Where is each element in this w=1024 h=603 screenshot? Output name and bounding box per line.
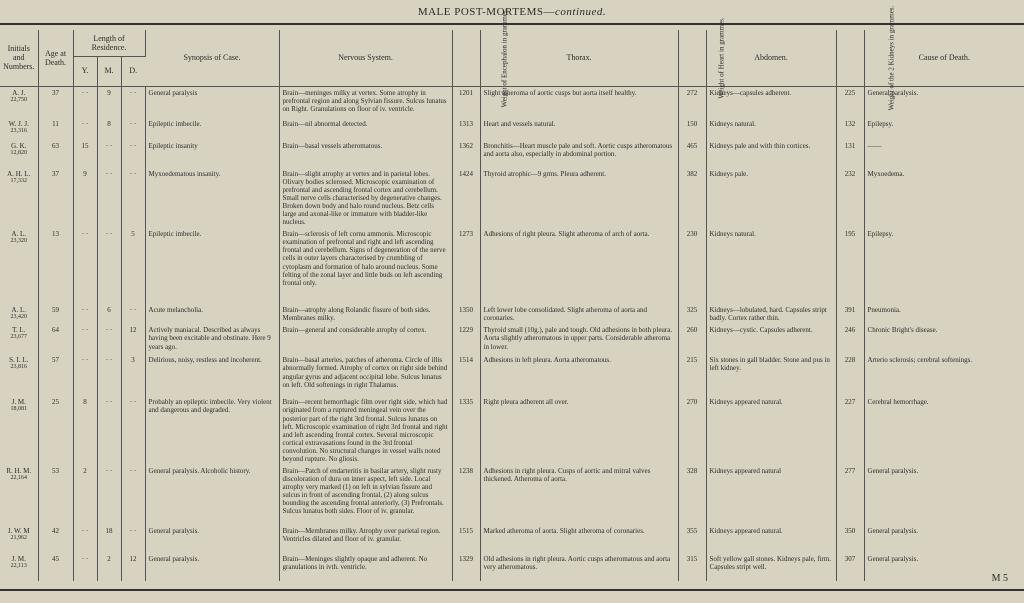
cell-age: 37 <box>38 168 73 228</box>
cell-heart: 382 <box>678 168 706 228</box>
cell-m: · · <box>97 465 121 525</box>
patient-initials: T. L. <box>12 326 26 335</box>
patient-initials: S. I. L. <box>9 356 29 365</box>
cell-synopsis: General paralysis. <box>145 553 279 581</box>
cell-y: · · <box>73 354 97 396</box>
patient-initials: A. L. <box>11 230 27 239</box>
table-body <box>0 86 1024 581</box>
cell-cause: Myxoedema. <box>867 170 905 178</box>
header-weight-heart: Weight of Heart in grammes. <box>678 30 706 86</box>
header-weight-kidneys: Weight of the 2 Kidneys in grammes. <box>836 30 864 86</box>
table-row <box>0 553 1024 581</box>
cell-age: 13 <box>38 228 73 304</box>
cell-m: · · <box>97 140 121 168</box>
cell-y: · · <box>73 553 97 581</box>
cell-age: 11 <box>38 118 73 140</box>
cell-heart: 260 <box>678 324 706 354</box>
cell-synopsis: Epileptic imbecile. <box>145 228 279 304</box>
cell-y: · · <box>73 228 97 304</box>
cell-heart: 328 <box>678 465 706 525</box>
cell-synopsis: General paralysis <box>145 86 279 118</box>
heading-italic: continued. <box>555 6 607 18</box>
cell-abdomen: Six stones in gall bladder. Stone and pus in left kidney. <box>706 354 836 396</box>
header-abdomen: Abdomen. <box>706 30 836 86</box>
cell-synopsis: Myxoedematous insanity. <box>145 168 279 228</box>
cell-kid: 228 <box>836 354 864 396</box>
bottom-rule <box>0 589 1024 591</box>
cell-nervous: Brain—basal vessels atheromatous. <box>279 140 452 168</box>
table-row <box>0 118 1024 140</box>
patient-number: 23,320 <box>10 238 27 245</box>
patient-initials: A. L. <box>11 306 27 315</box>
cell-initials <box>0 118 38 140</box>
cell-y: · · <box>73 324 97 354</box>
patient-initials: G. K. <box>11 142 27 150</box>
cell-kid: 132 <box>836 118 864 140</box>
cell-heart: 325 <box>678 304 706 324</box>
cell-heart: 215 <box>678 354 706 396</box>
cell-thorax: Left lower lobe consolidated. Slight atheroma of aorta and coronaries. <box>480 304 678 324</box>
cell-d: · · <box>121 118 145 140</box>
header-weight-encephalon: Weight of Encephalon in grammes. <box>452 30 480 86</box>
cell-thorax: Heart and vessels natural. <box>480 118 678 140</box>
cell-initials <box>0 396 38 464</box>
cell-m: · · <box>97 324 121 354</box>
table-row <box>0 304 1024 324</box>
cell-m: · · <box>97 168 121 228</box>
cell-thorax: Adhesions in left pleura. Aorta atheromatous. <box>480 354 678 396</box>
cell-nervous: Brain—Membranes milky. Atrophy over parietal region. Ventricles dilated and floor of iv. granular. <box>279 525 452 553</box>
cell-d: · · <box>121 465 145 525</box>
cell-age: 53 <box>38 465 73 525</box>
cell-y: · · <box>73 118 97 140</box>
cell-d: 12 <box>121 553 145 581</box>
patient-number: 21,962 <box>10 534 27 541</box>
cell-d: · · <box>121 304 145 324</box>
patient-number: 23,677 <box>10 334 27 341</box>
cell-enc: 1335 <box>452 396 480 464</box>
cell-cause: Epilepsy. <box>867 230 894 239</box>
cell-kid: 277 <box>836 465 864 525</box>
cell-y: 2 <box>73 465 97 525</box>
cell-enc: 1424 <box>452 168 480 228</box>
cell-cause: Pneumonia. <box>867 306 901 315</box>
cell-enc: 1329 <box>452 553 480 581</box>
cell-cause: Cerebral hemorrhage. <box>867 398 929 407</box>
cell-initials <box>0 354 38 396</box>
header-cause: Cause of Death. <box>864 30 1024 86</box>
cell-m: · · <box>97 396 121 464</box>
cell-initials <box>0 465 38 525</box>
patient-number: 12,820 <box>10 150 27 157</box>
cell-y: · · <box>73 86 97 118</box>
table-row <box>0 228 1024 304</box>
cell-abdomen: Kidneys—capsules adherent. <box>706 86 836 118</box>
patient-number: 18,081 <box>10 406 27 413</box>
heading-main: MALE POST-MORTEMS— <box>417 6 556 18</box>
cell-nervous: Brain—meninges milky at vertex. Some atrophy in prefrontal region and along Sylvian fissure. Sulcus lunatus on Right. Granulations on floor of iv. ventricle. <box>279 86 452 118</box>
cell-initials <box>0 324 38 354</box>
cell-synopsis: Delirious, noisy, restless and incoherent. <box>145 354 279 396</box>
table-row <box>0 465 1024 525</box>
cell-heart: 272 <box>678 86 706 118</box>
cell-heart: 230 <box>678 228 706 304</box>
cell-age: 57 <box>38 354 73 396</box>
cell-d: 5 <box>121 228 145 304</box>
cell-enc: 1273 <box>452 228 480 304</box>
top-rule <box>0 23 1024 25</box>
cell-kid: 131 <box>836 140 864 168</box>
cell-abdomen: Kidneys pale. <box>706 168 836 228</box>
cell-d: · · <box>121 525 145 553</box>
table-row <box>0 354 1024 396</box>
cell-age: 42 <box>38 525 73 553</box>
cell-abdomen: Kidneys appeared natural. <box>706 396 836 464</box>
header-nervous: Nervous System. <box>279 30 452 86</box>
cell-abdomen: Kidneys—lobulated, hard. Capsules stript badly. Cortex rather thin. <box>706 304 836 324</box>
cell-cause: Arterio sclerosis; cerebral softenings. <box>867 356 973 365</box>
header-age: Age at Death. <box>38 30 73 86</box>
cell-initials <box>0 228 38 304</box>
header-years: Y. <box>73 56 97 86</box>
header-thorax: Thorax. <box>480 30 678 86</box>
cell-synopsis: Epileptic insanity <box>145 140 279 168</box>
patient-initials: A. J. <box>12 88 26 97</box>
cell-thorax: Adhesions of right pleura. Slight atheroma of arch of aorta. <box>480 228 678 304</box>
cell-heart: 315 <box>678 553 706 581</box>
patient-initials: J. M. <box>11 554 26 563</box>
patient-number: 22,164 <box>10 474 27 481</box>
cell-enc: 1350 <box>452 304 480 324</box>
cell-cause: General paralysis. <box>867 88 919 97</box>
header-initials: Initials and Numbers. <box>0 30 38 86</box>
patient-number: 23,316 <box>10 128 27 135</box>
cell-nervous: Brain—general and considerable atrophy of cortex. <box>279 324 452 354</box>
cell-cause: General paralysis. <box>867 526 919 535</box>
cell-abdomen: Kidneys—cystic. Capsules adherent. <box>706 324 836 354</box>
cell-y: 15 <box>73 140 97 168</box>
cell-heart: 150 <box>678 118 706 140</box>
cell-synopsis: Probably an epileptic imbecile. Very violent and dangerous and degraded. <box>145 396 279 464</box>
cell-abdomen: Kidneys appeared natural <box>706 465 836 525</box>
patient-initials: R. H. M. <box>6 466 32 475</box>
cell-initials <box>0 86 38 118</box>
patient-initials: J. W. M <box>7 526 30 535</box>
cell-nervous: Brain—recent hemorrhagic film over right side, which had originated from a ruptured meningeal vein over the posterior part of the right 3rd frontal. Sulcus lunatus on left. Microscopic examination of right 3rd frontal and right and left ascending frontal cortex. Several microscopic cortical extravasations found in the 3rd frontal convolution. No structural changes in vessel walls noted beyond rupture. No gliosis. <box>279 396 452 464</box>
header-synopsis: Synopsis of Case. <box>145 30 279 86</box>
cell-thorax: Thyroid small (10g.), pale and tough. Old adhesions in both pleura. Aorta slightly atheromatous in upper parts. Considerable atheroma in lower. <box>480 324 678 354</box>
cell-nervous: Brain—Patch of endarteritis in basilar artery, slight rusty discoloration of dura on inner aspect, left side. Local atrophy very marked (1) on left in sylvian fissure and sulcus in front of ascending frontal, (2) along sulcus bounding the ascending frontal anteriorly, (3) Prefrontals. Sulcus lunatus both sides. Floor of iv. granular. <box>279 465 452 525</box>
cell-abdomen: Kidneys natural. <box>706 228 836 304</box>
cell-initials <box>0 304 38 324</box>
cell-y: 8 <box>73 396 97 464</box>
cell-y: 9 <box>73 168 97 228</box>
table-row <box>0 140 1024 168</box>
cell-d: 12 <box>121 324 145 354</box>
cell-y: · · <box>73 304 97 324</box>
table-row <box>0 168 1024 228</box>
patient-number: 17,332 <box>10 178 27 185</box>
cell-m: · · <box>97 354 121 396</box>
table-row <box>0 86 1024 118</box>
cell-cause: General paralysis. <box>867 554 919 563</box>
cell-enc: 1238 <box>452 465 480 525</box>
cell-d: · · <box>121 140 145 168</box>
cell-heart: 355 <box>678 525 706 553</box>
cell-m: 18 <box>97 525 121 553</box>
cell-m: 6 <box>97 304 121 324</box>
cell-synopsis: General paralysis. Alcoholic history. <box>145 465 279 525</box>
patient-number: 22,113 <box>10 562 27 569</box>
signature-mark: M 5 <box>991 573 1008 584</box>
cell-nervous: Brain—sclerosis of left cornu ammonis. Microscopic examination of prefrontal and right and left ascending frontal and cerebellum. Signs of degeneration of the nerve cells in outer layers characterised by crumbling of cytoplasm and formation of halo around nucleus. Some felting of the zonal layer and little buds on left ascending frontal only. <box>279 228 452 304</box>
patient-number: 22,750 <box>10 96 27 103</box>
cell-d: · · <box>121 86 145 118</box>
cell-synopsis: Actively maniacal. Described as always having been excitable and obstinate. Here 9 years ago. <box>145 324 279 354</box>
cell-abdomen: Kidneys appeared natural. <box>706 525 836 553</box>
cell-initials <box>0 140 38 168</box>
cell-m: 2 <box>97 553 121 581</box>
cell-enc: 1514 <box>452 354 480 396</box>
cell-kid: 391 <box>836 304 864 324</box>
cell-cause: General paralysis. <box>867 466 919 475</box>
cell-kid: 232 <box>836 168 864 228</box>
cell-d: · · <box>121 168 145 228</box>
table-row <box>0 525 1024 553</box>
cell-nervous: Brain—atrophy along Rolandic fissure of both sides. Membranes milky. <box>279 304 452 324</box>
cell-heart: 465 <box>678 140 706 168</box>
cell-age: 59 <box>38 304 73 324</box>
cell-age: 64 <box>38 324 73 354</box>
cell-enc: 1515 <box>452 525 480 553</box>
cell-enc: 1201 <box>452 86 480 118</box>
cell-abdomen: Kidneys natural. <box>706 118 836 140</box>
cell-nervous: Brain—basal arteries, patches of atheroma. Circle of illis abnormally formed. Atrophy of cortex on right side behind angular gyrus and adjacent occipital lobe. Sulcus lunatus on left. Old softenings in right Thalamus. <box>279 354 452 396</box>
table-row <box>0 324 1024 354</box>
cell-m: 8 <box>97 118 121 140</box>
cell-nervous: Brain—slight atrophy at vertex and in parietal lobes. Olivary bodies sclerosed. Microscopic examination of prefrontal and ascending frontal cortex and cerebellum. Small nerve cells characterised by degenerative changes. Broken down body and halo round nucleus. Betz cells large and axonal-like or immature with bladder-like nucleus. <box>279 168 452 228</box>
cell-synopsis: Epileptic imbecile. <box>145 118 279 140</box>
cell-heart: 270 <box>678 396 706 464</box>
table-row <box>0 396 1024 464</box>
cell-thorax: Right pleura adherent all over. <box>480 396 678 464</box>
cell-initials <box>0 525 38 553</box>
cell-age: 25 <box>38 396 73 464</box>
cell-d: · · <box>121 396 145 464</box>
cell-kid: 246 <box>836 324 864 354</box>
patient-initials: J. M. <box>11 398 26 407</box>
cell-nervous: Brain—Meninges slightly opaque and adherent. No granulations in ivth. ventricle. <box>279 553 452 581</box>
cell-kid: 227 <box>836 396 864 464</box>
cell-abdomen: Soft yellow gall stones. Kidneys pale, firm. Capsules stript well. <box>706 553 836 581</box>
cell-d: 3 <box>121 354 145 396</box>
cell-age: 63 <box>38 140 73 168</box>
cell-age: 37 <box>38 86 73 118</box>
patient-number: 23,816 <box>10 364 27 371</box>
header-months: M. <box>97 56 121 86</box>
cell-thorax: Adhesions in right pleura. Cusps of aortic and mitral valves thickened. Atheroma of aorta. <box>480 465 678 525</box>
cell-abdomen: Kidneys pale and with thin cortices. <box>706 140 836 168</box>
cell-thorax: Bronchitis—Heart muscle pale and soft. Aortic cusps atheromatous and aorta also, especially in abdominal portion. <box>480 140 678 168</box>
cell-enc: 1229 <box>452 324 480 354</box>
cell-cause: Epilepsy. <box>867 120 894 128</box>
cell-thorax: Thyroid atrophic—9 grms. Pleura adherent. <box>480 168 678 228</box>
cell-nervous: Brain—nil abnormal detected. <box>279 118 452 140</box>
cell-thorax: Marked atheroma of aorta. Slight atheroma of coronaries. <box>480 525 678 553</box>
cell-cause: Chronic Bright's disease. <box>867 326 938 335</box>
cell-thorax: Old adhesions in right pleura. Aortic cusps atheromatous and aorta very atheromatous. <box>480 553 678 581</box>
header-days: D. <box>121 56 145 86</box>
cell-synopsis: Acute melancholia. <box>145 304 279 324</box>
cell-kid: 195 <box>836 228 864 304</box>
cell-m: · · <box>97 228 121 304</box>
patient-number: 23,420 <box>10 314 27 321</box>
patient-initials: W. J. J. <box>8 120 29 128</box>
cell-synopsis: General paralysis. <box>145 525 279 553</box>
cell-initials <box>0 168 38 228</box>
page-heading <box>0 6 1024 18</box>
cell-m: 9 <box>97 86 121 118</box>
cell-y: · · <box>73 525 97 553</box>
header-length: Length of Residence. <box>73 30 145 56</box>
cell-kid: 307 <box>836 553 864 581</box>
cell-cause: —— <box>867 142 882 150</box>
cell-kid: 350 <box>836 525 864 553</box>
cell-thorax: Slight atheroma of aortic cusps but aorta itself healthy. <box>480 86 678 118</box>
cell-initials <box>0 553 38 581</box>
cell-age: 45 <box>38 553 73 581</box>
cell-enc: 1313 <box>452 118 480 140</box>
patient-initials: A. H. L. <box>7 170 31 178</box>
cell-enc: 1362 <box>452 140 480 168</box>
cell-kid: 225 <box>836 86 864 118</box>
